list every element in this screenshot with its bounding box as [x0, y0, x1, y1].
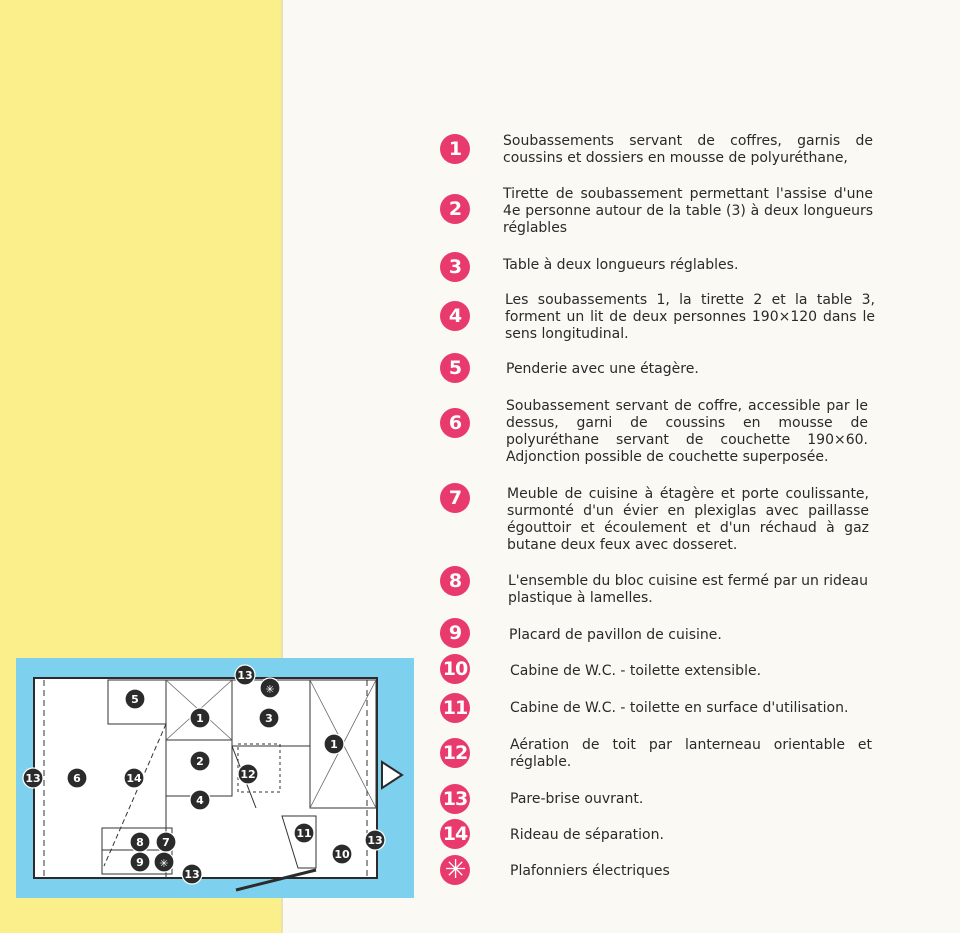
- legend-text-13: Pare-brise ouvrant.: [510, 791, 644, 807]
- legend-text-9: Placard de pavillon de cuisine.: [509, 627, 722, 643]
- svg-text:✳: ✳: [159, 857, 169, 870]
- svg-text:6: 6: [73, 772, 81, 785]
- badge-6: 6: [440, 408, 470, 438]
- svg-text:8: 8: [136, 836, 144, 849]
- svg-text:1: 1: [196, 712, 204, 725]
- svg-text:13: 13: [237, 669, 253, 682]
- svg-text:10: 10: [334, 848, 350, 861]
- svg-text:5: 5: [131, 693, 139, 706]
- legend-text-10: Cabine de W.C. - toilette extensible.: [510, 663, 762, 679]
- plan-marker-star-bottom: [154, 852, 174, 872]
- svg-text:4: 4: [196, 794, 204, 807]
- badge-1: 1: [440, 134, 470, 164]
- badge-8: 8: [440, 566, 470, 596]
- plan-marker-13-bottom: [182, 864, 202, 884]
- plan-marker-13-top: [235, 665, 255, 685]
- plan-marker-3: [259, 708, 279, 728]
- legend-text-11: Cabine de W.C. - toilette en surface d'utilisation.: [510, 700, 849, 716]
- plan-marker-6: [67, 768, 87, 788]
- legend-text-3: Table à deux longueurs réglables.: [503, 257, 739, 273]
- badge-12: 12: [440, 738, 470, 768]
- svg-text:14: 14: [126, 772, 142, 785]
- svg-text:7: 7: [162, 836, 170, 849]
- svg-text:✳: ✳: [265, 683, 275, 696]
- badge-9: 9: [440, 618, 470, 648]
- badge-14: 14: [440, 819, 470, 849]
- legend-text-star: Plafonniers électriques: [510, 863, 670, 879]
- legend-text-14: Rideau de séparation.: [510, 827, 664, 843]
- legend-text-12: Aération de toit par lanterneau orientable et réglable.: [510, 737, 872, 770]
- badge-3: 3: [440, 252, 470, 282]
- plan-marker-4: [190, 790, 210, 810]
- floor-plan-drawing: [16, 658, 414, 898]
- plan-marker-9: [130, 852, 150, 872]
- badge-10: 10: [440, 654, 470, 684]
- badge-13: 13: [440, 784, 470, 814]
- plan-marker-13-right: [365, 830, 385, 850]
- plan-marker-13-left: [23, 768, 43, 788]
- svg-text:12: 12: [240, 768, 256, 781]
- plan-marker-2: [190, 751, 210, 771]
- badge-2: 2: [440, 194, 470, 224]
- badge-star-icon: ✳: [440, 855, 470, 885]
- badge-11: 11: [440, 693, 470, 723]
- plan-marker-14: [124, 768, 144, 788]
- svg-text:13: 13: [25, 772, 41, 785]
- svg-text:13: 13: [184, 868, 200, 881]
- legend-text-1: Soubassements servant de coffres, garnis de coussins et dossiers en mousse de polyuréthane,: [503, 133, 873, 166]
- badge-4: 4: [440, 301, 470, 331]
- plan-marker-1a: [190, 708, 210, 728]
- plan-marker-11: [294, 823, 314, 843]
- plan-marker-12: [238, 764, 258, 784]
- svg-text:1: 1: [330, 738, 338, 751]
- plan-marker-8: [130, 832, 150, 852]
- svg-text:2: 2: [196, 755, 204, 768]
- badge-5: 5: [440, 353, 470, 383]
- svg-text:13: 13: [367, 834, 383, 847]
- legend-text-2: Tirette de soubassement permettant l'assise d'une 4e personne autour de la table (3) à deux longueurs réglables: [503, 186, 873, 236]
- legend-text-7: Meuble de cuisine à étagère et porte coulissante, surmonté d'un évier en plexiglas avec paillasse égouttoir et écoulement et d'un réchaud à gaz butane deux feux avec dosseret.: [507, 486, 869, 553]
- plan-marker-5: [125, 689, 145, 709]
- legend-text-4: Les soubassements 1, la tirette 2 et la table 3, forment un lit de deux personnes 190×120 dans le sens longitudinal.: [505, 292, 875, 342]
- svg-text:3: 3: [265, 712, 273, 725]
- plan-marker-1b: [324, 734, 344, 754]
- plan-marker-star-top: [260, 678, 280, 698]
- badge-7: 7: [440, 483, 470, 513]
- svg-text:11: 11: [296, 827, 312, 840]
- plan-marker-10: [332, 844, 352, 864]
- legend-text-5: Penderie avec une étagère.: [506, 361, 699, 377]
- plan-marker-7: [156, 832, 176, 852]
- floor-plan: [16, 658, 414, 898]
- legend-text-8: L'ensemble du bloc cuisine est fermé par un rideau plastique à lamelles.: [508, 573, 868, 606]
- legend-text-6: Soubassement servant de coffre, accessible par le dessus, garni de coussins en mousse de polyuréthane servant de couchette 190×60. Adjonction possible de couchette superposée.: [506, 398, 868, 465]
- svg-text:9: 9: [136, 856, 144, 869]
